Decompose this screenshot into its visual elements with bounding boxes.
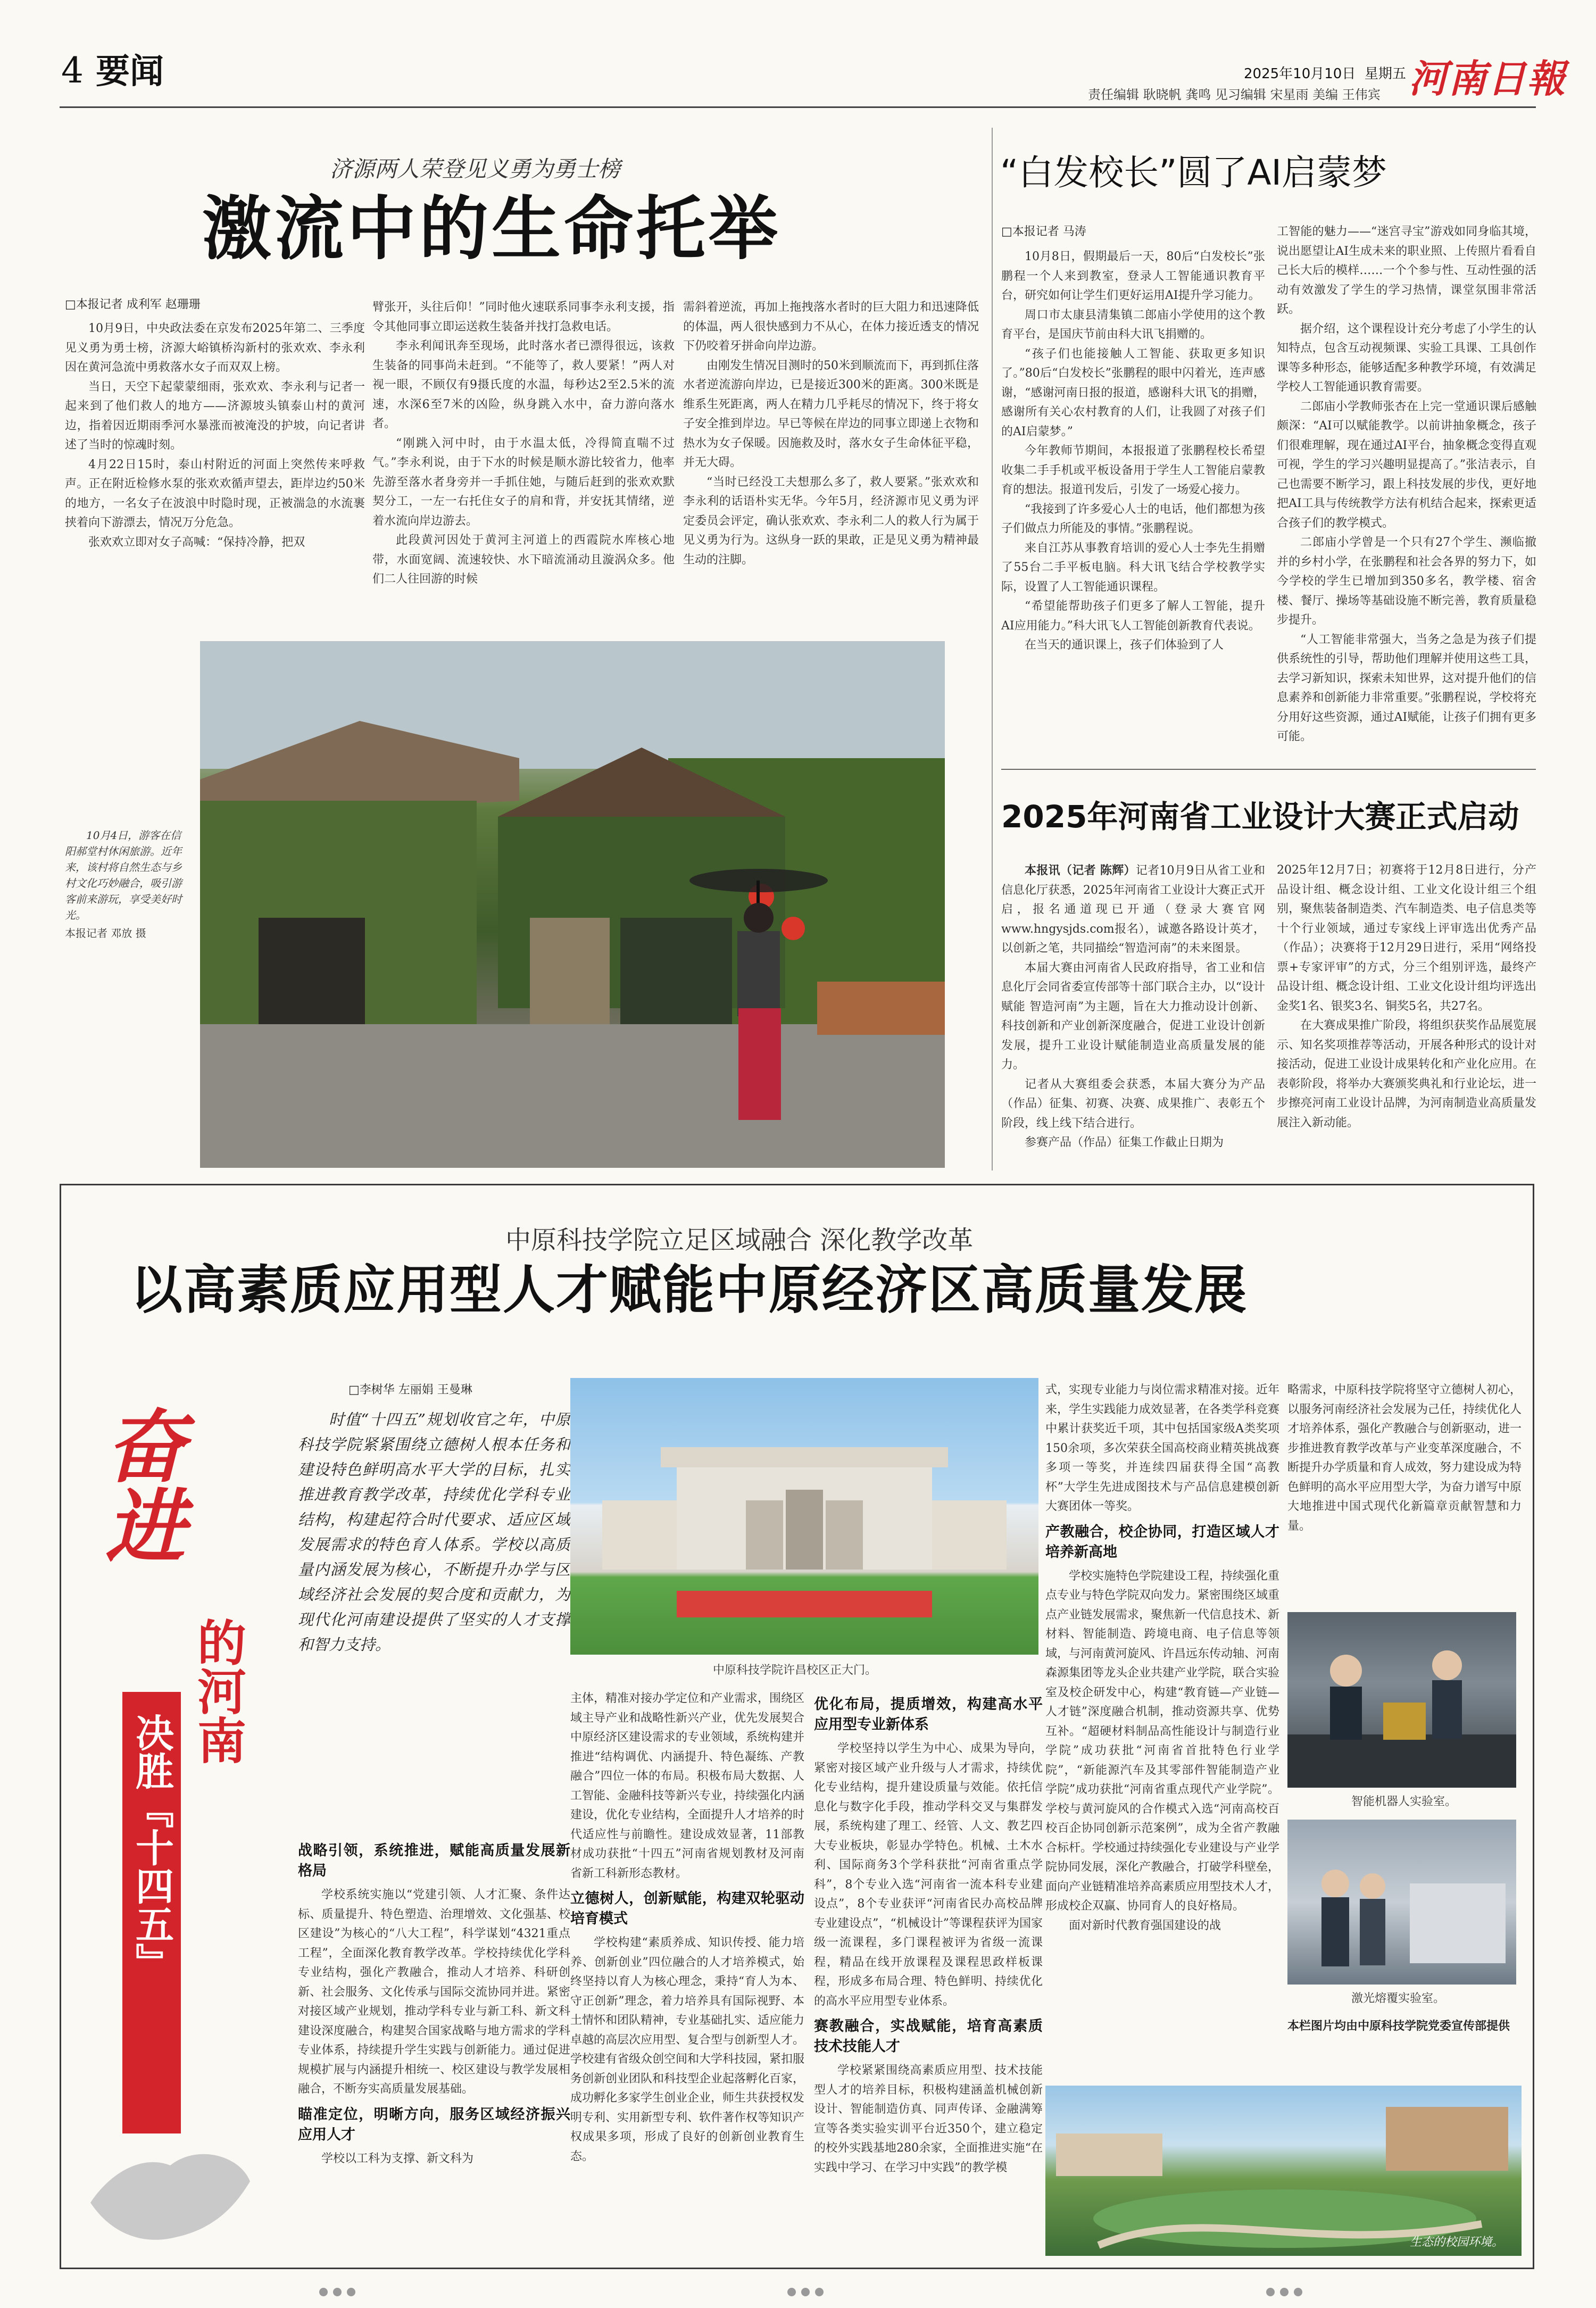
section-name: 要闻	[96, 52, 164, 92]
henan-map-shape	[80, 2123, 261, 2251]
article3-column-1	[1001, 861, 1265, 1169]
weekday-text: 星期五	[1364, 66, 1406, 82]
paragraph: “我接到了许多爱心人士的电话，他们都想为孩子们做点力所能及的事情。”张鹏程说。	[1001, 502, 1265, 535]
paragraph: 工智能的魅力——“迷宫寻宝”游戏如同身临其境，说出愿望让AI生成未来的职业照、上传照片看看自己长大后的模样……一个个参与性、互动性强的活动有效激发了学生的学习热情，课堂氛围非常活跃。	[1277, 225, 1536, 316]
paragraph: 面对新时代教育强国建设的战	[1069, 1919, 1221, 1932]
masthead-logo: 河南日報	[1409, 56, 1567, 101]
feature-column-4	[1045, 1381, 1279, 2083]
paragraph: 4月22日15时，泰山村附近的河面上突然传来呼救声。正在附近检修水泵的张欢欢循声望去，距岸边约50米的地方，一名女子在波浪中时隐时现，正被湍急的水流裹挟着向下游漂去，情况万分危急。	[65, 458, 365, 529]
paragraph: 学校紧紧围绕高素质应用型、技术技能型人才的培养目标，积极构建涵盖机械创新设计、智能制造仿真、同声传译、金融满筹宣等各类实验实训平台近350个，建立稳定的校外实践基地280余家，全面推进实施“在实践中学习、在学习中实践”的教学模	[814, 2064, 1043, 2174]
paragraph: 今年教师节期间，本报报道了张鹏程校长希望收集二手手机或平板设备用于学生人工智能启蒙教育的想法。报道刊发后，引发了一场爱心接力。	[1001, 444, 1265, 496]
laser-lab-caption: 激光熔覆实验室。	[1351, 1992, 1445, 2005]
paragraph: “当时已经没工夫想那么多了，救人要紧。”张欢欢和李永利的话语朴实无华。今年5月，经济源市见义勇为评定委员会评定，确认张欢欢、李永利二人的救人行为属于见义勇为行为。这纵身一跃的果敢，正是见义勇为精神最生动的注脚。	[683, 475, 979, 567]
feature-column-3	[814, 1689, 1043, 2259]
side-title-henan: 的河南	[189, 1617, 247, 1764]
section-heading: 立德树人，创新赋能，构建双轮驱动培育模式	[570, 1890, 804, 1927]
robot-lab-illustration	[1287, 1612, 1516, 1788]
paragraph: 由刚发生情况目测时的50米到顺流而下，再到抓住落水者逆流游向岸边，已是接近300米的距离。300米既是维系生死距离，两人在精力几乎耗尽的情况下，终于将女子安全推到岸边。早已等候在岸边的同事立即递上衣物和热水为女子保暖。因施救及时，落水女子生命体征平稳，并无大碍。	[683, 359, 979, 469]
page-header	[0, 0, 1596, 106]
campus-environment-caption: 生态的校园环境。	[1410, 2236, 1504, 2249]
paragraph: 李永利闻讯奔至现场，此时落水者已漂得很远，该救生装备的同事尚未赶到。“不能等了，救人要紧！”两人对视一眼，不顾仅有9摄氏度的水温，每秒达2至2.5米的流速，水深6至7米的凶险，纵身跳入水中，奋力游向落水者。	[372, 339, 675, 430]
paragraph: 张欢欢立即对女子高喊：“保持冷静，把双	[88, 535, 305, 549]
paragraph: “人工智能非常强大，当务之急是为孩子们提供系统性的引导，帮助他们理解并使用这些工具，去学习新知识，探索未知世界，这对提升他们的信息素养和创新能力非常重要。”张鹏程说，学校将充分用好这些资源，通过AI赋能，让孩子们拥有更多可能。	[1277, 633, 1536, 743]
paragraph: 臂张开，头往后仰！”同时他火速联系同事李永利支援，指令其他同事立即运送救生装备并找打急救电话。	[372, 301, 675, 334]
article2-byline: □本报记者 马涛	[1001, 225, 1086, 238]
village-illustration	[200, 641, 945, 1168]
issue-date	[1244, 63, 1406, 82]
article2-column-1	[1001, 247, 1265, 761]
campus-gate-caption: 中原科技学院许昌校区正大门。	[713, 1664, 877, 1677]
article1-column-3	[683, 298, 979, 607]
section-heading: 产教融合，校企协同，打造区域人才培养新高地	[1045, 1523, 1279, 1560]
laser-lab-photo	[1287, 1820, 1516, 1985]
section-heading: 战略引领，系统推进，赋能高质量发展新格局	[298, 1842, 570, 1879]
paragraph: 10月8日，假期最后一天，80后“白发校长”张鹏程一个人来到教室，登录人工智能通识教育平台，研究如何让学生们更好运用AI提升学习能力。	[1001, 250, 1265, 302]
feature-byline: □李树华 左丽娟 王曼琳	[348, 1383, 472, 1397]
section-heading: 优化布局，提质增效，构建高水平应用型专业新体系	[814, 1696, 1043, 1733]
feature-column-2	[570, 1689, 804, 2259]
paragraph: 二郎庙小学曾是一个只有27个学生、濒临撤并的乡村小学，在张鹏程和社会各界的努力下，如今学校的学生已增加到350多名，教学楼、宿舍楼、餐厅、操场等基础设施不断完善，教育质量稳步提升。	[1277, 536, 1536, 627]
article1-column-1	[65, 319, 365, 607]
paragraph: 2025年12月7日；初赛将于12月8日进行，分产品设计组、概念设计组、工业文化设计组三个组别，聚焦装备制造类、汽车制造类、电子信息类等十个行业领域，通过专家线上评审选出优秀产品（作品）；决赛将于12月29日进行，采用“网络投票+专家评审”的方式，分三个组别评选，最终产品设计组、概念设计组、工业文化设计组均评选出金奖1名、银奖3名、铜奖5名，共27名。	[1277, 864, 1536, 1013]
side-title-fenjin: 奋进	[92, 1405, 185, 1564]
paragraph: 本届大赛由河南省人民政府指导，省工业和信息化厅会同省委宣传部等十部门联合主办，以“设计赋能 智造河南”为主题，旨在大力推动设计创新、科技创新和产业创新深度融合，促进工业设计创新发展，提升工业设计赋能制造业高质量发展的能力。	[1001, 961, 1265, 1072]
paragraph: 二郎庙小学教师张杏在上完一堂通识课后感触颇深：“AI可以赋能教学。以前讲抽象概念，孩子们很难理解，现在通过AI平台，抽象概念变得直观可视，学生的学习兴趣明显提高了。”张洁表示，自己也需要不断学习，跟上科技发展的步伐，更好地把AI工具与传统教学方法有机结合起来，探索更适合孩子们的教学模式。	[1277, 400, 1536, 530]
paragraph: 周口市太康县清集镇二郎庙小学使用的这个教育平台，是国庆节前由科大讯飞捐赠的。	[1001, 308, 1265, 341]
feature-column-5	[1287, 1381, 1522, 1604]
article3-title: 2025年河南省工业设计大赛正式启动	[1001, 799, 1519, 835]
paragraph: 据介绍，这个课程设计充分考虑了小学生的认知特点，包含互动视频课、实验工具课、工具创作课等多种形态，能够适配多种教学环境，有效满足学校人工智能通识教育需要。	[1277, 322, 1536, 394]
paragraph: 需斜着逆流，再加上拖拽落水者时的巨大阻力和迅速降低的体温，两人很快感到力不从心，在体力接近透支的情况下仍咬着牙拼命向岸边游。	[683, 301, 979, 353]
laser-lab-illustration	[1287, 1820, 1516, 1985]
feature-title: 以高素质应用型人才赋能中原经济区高质量发展	[130, 1260, 1248, 1321]
lead-text: 记者10月9日从省工业和信息化厅获悉，2025年河南省工业设计大赛正式开启，报名通道现已开通（登录大赛官网www.hngysjds.com报名），诚邀各路设计英才，以创新之笔，共同描绘“智造河南”的未来图景。	[1001, 864, 1265, 955]
paragraph: 主体，精准对接办学定位和产业需求，围绕区域主导产业和战略性新兴产业，优先发展契合中原经济区建设需求的专业领域，系统构建并推进“结构调优、内涵提升、特色凝练、产教融合”四位一体的布局。积极布局大数据、人工智能、金融科技等新兴专业，持续强化内涵建设，优化专业结构，全面提升人才培养的时代适应性与前瞻性。建设成效显著，11部教材成功获批“十四五”河南省规划教材及河南省新工科新形态教材。	[570, 1692, 804, 1880]
paragraph: 略需求，中原科技学院将坚守立德树人初心，以服务河南经济社会发展为己任，持续优化人才培养体系，强化产教融合与创新驱动，进一步推进教育教学改革与产业变革深度融合，不断提升办学质量和育人成效，努力建设成为特色鲜明的高水平应用型大学，为奋力谱写中原大地推进中国式现代化新篇章贡献智慧和力量。	[1287, 1383, 1522, 1533]
village-photo	[200, 641, 945, 1168]
paragraph: 10月9日，中央政法委在京发布2025年第二、三季度见义勇为勇士榜，济源大峪镇桥沟新村的张欢欢、李永利因在黄河急流中勇救落水女子而双双上榜。	[65, 322, 365, 374]
article2-title: “白发校长”圆了AI启蒙梦	[1000, 152, 1387, 193]
paragraph: 此段黄河因处于黄河主河道上的西霞院水库核心地带，水面宽阔、流速较快、水下暗流涌动且漩涡众多。他们二人往回游的时候	[372, 534, 675, 586]
paragraph: 学校以工科为支撑、新文科为	[321, 2152, 474, 2165]
paragraph: 在当天的通识课上，孩子们体验到了人	[1025, 638, 1224, 652]
paragraph: 学校坚持以学生为中心、成果为导向，紧密对接区域产业升级与人才需求，持续优化专业结构，提升建设质量与效能。依托信息化与数字化手段，推动学科交叉与集群发展，系统构建了理工、经管、人文、教艺四大专业板块，彰显办学特色。机械、土木水利、国际商务3个学科获批“河南省重点学科”，8个专业入选“河南省一流本科专业建设点”，8个专业获评“河南省民办高校品牌专业建设点”，“机械设计”等课程获评为国家级一流课程，多门课程被评为省级一流课程，精品在线开放课程及课程思政样板课程，形成多布局合理、特色鲜明、持续优化的高水平应用型专业体系。	[814, 1742, 1043, 2008]
article3-byline: 本报讯（记者 陈辉）	[1025, 864, 1136, 877]
editor-credits: 责任编辑 耿晓帆 龚鸣 见习编辑 宋星雨 美编 王伟宾	[1088, 87, 1381, 102]
paragraph: “希望能帮助孩子们更多了解人工智能，提升AI应用能力。”科大讯飞人工智能创新教育代表说。	[1001, 600, 1265, 633]
paragraph: 学校构建“素质养成、知识传授、能力培养、创新创业”四位融合的人才培养模式，始终坚持以育人为核心理念，秉持“育人为本、守正创新”理念，着力培养具有国际视野、本土情怀和团队精神，专业基础扎实、适应能力卓越的高层次应用型、复合型与创新型人才。学校建有省级众创空间和大学科技园，紧扣服务创新创业团队和科技型企业起落孵化百家，成功孵化多家学生创业企业，师生共获授权发明专利、实用新型专利、软件著作权等知识产权成果多项，形成了良好的创新创业教育生态。	[570, 1936, 804, 2163]
article3-column-2	[1277, 861, 1536, 1169]
paragraph: 记者从大赛组委会获悉，本届大赛分为产品（作品）征集、初赛、决赛、成果推广、表彰五个阶段，线上线下结合进行。	[1001, 1077, 1265, 1130]
robot-lab-caption: 智能机器人实验室。	[1351, 1795, 1457, 1808]
robot-lab-photo	[1287, 1612, 1516, 1788]
paragraph: 参赛产品（作品）征集工作截止日期为	[1025, 1136, 1224, 1149]
paragraph	[1001, 861, 1265, 959]
article-divider	[1001, 769, 1536, 770]
paragraph: 来自江苏从事教育培训的爱心人士李先生捐赠了55台二手平板电脑。科大讯飞结合学校教学实际，设置了人工智能通识课程。	[1001, 541, 1265, 594]
section-heading: 赛教融合，实战赋能，培育高素质技术技能人才	[814, 2018, 1043, 2055]
paragraph: “刚跳入河中时，由于水温太低，冷得简直喘不过气。”李永利说，由于下水的时候是顺水游比较省力，他率先游至落水者身旁并一手抓住她，与随后赶到的张欢欢默契分工，一左一右托住女子的肩和背，并安抚其情绪，逆着水流向岸边游去。	[372, 436, 675, 528]
column-divider	[992, 128, 993, 1170]
article1-byline: □本报记者 成利军 赵珊珊	[65, 298, 201, 311]
page-number: 4	[61, 50, 84, 91]
campus-environment-illustration	[1045, 2086, 1522, 2256]
paragraph: 学校实施特色学院建设工程，持续强化重点专业与特色学院双向发力。紧密围绕区域重点产业链发展需求，聚焦新一代信息技术、新材料、智能制造、跨境电商、电子信息等领域，与河南黄河旋风、许昌远东传动轴、河南森源集团等龙头企业共建产业学院，联合实验室及校企研发中心，构建“教育链—产业链—人才链”深度融合机制，推动资源共享、优势互补。“超硬材料制品高性能设计与制造行业学院”成功获批“河南省首批特色行业学院”，“新能源汽车及其零部件智能制造产业学院”成功获批“河南省重点现代产业学院”。学校与黄河旋风的合作模式入选“河南高校百校百企协同创新示范案例”，成为全省产教融合标杆。学校通过持续强化专业建设与产业学院协同发展，深化产教融合，打破学科壁垒，面向产业链精准培养高素质应用型技术人才，形成校企双赢、协同育人的良好格局。	[1045, 1569, 1279, 1913]
paragraph: “孩子们也能接触人工智能、获取更多知识了。”80后“白发校长”张鹏程的眼中闪着光，连声感谢，“感谢河南日报的报道，感谢科大讯飞的捐赠，感谢所有关心农村教育的人们，让我圆了对孩子们的AI启蒙梦。”	[1001, 347, 1265, 438]
date-text: 2025年10月10日	[1244, 66, 1356, 82]
page-dots-right	[1266, 2288, 1308, 2298]
side-title-banner	[122, 1692, 181, 2133]
page-dots-center	[787, 2288, 829, 2298]
caption-text: 10月4日，游客在信阳郝堂村休闲旅游。近年来，该村将自然生态与乡村文化巧妙融合，吸引游客前来游玩，享受美好时光。	[65, 829, 182, 921]
section-heading: 瞄准定位，明晰方向，服务区域经济振兴应用人才	[298, 2106, 570, 2143]
village-photo-caption	[65, 827, 185, 941]
campus-gate-photo	[570, 1378, 1038, 1655]
paragraph: 当日，天空下起蒙蒙细雨，张欢欢、李永利与记者一起来到了他们救人的地方——济源坡头镇泰山村的黄河边，指着因近期雨季河水暴涨而被淹没的护坡，向记者讲述了当时的惊魂时刻。	[65, 380, 365, 452]
header-rule	[60, 106, 1536, 108]
feature-photo-credit: 本栏图片均由中原科技学院党委宣传部提供	[1287, 2020, 1510, 2033]
paragraph: 学校系统实施以“党建引领、人才汇聚、条件达标、质量提升、特色塑造、治理增效、文化强基、校区建设”为核心的“八大工程”，科学谋划“4321重点工程”，全面深化教育教学改革。学校持续优化学科专业结构，强化产教融合，推动人才培养、科研创新、社会服务、文化传承与国际交流协同并进。紧密对接区域产业规划，推动学科专业与新工科、新文科建设深度融合，构建契合国家战略与地方需求的学科专业体系，持续提升学生实践与创新能力。通过促进规模扩展与内涵提升相统一、校区建设与教学发展相融合，不断夯实高质量发展基础。	[298, 1888, 570, 2096]
side-title-shisiwu: 决胜『十四五』	[129, 1713, 174, 1981]
article1-title: 激流中的生命托举	[202, 188, 782, 269]
article1-kicker: 济源两人荣登见义勇为勇士榜	[330, 156, 621, 182]
feature-kicker: 中原科技学院立足区域融合 深化教学改革	[505, 1225, 974, 1255]
caption-credit: 本报记者 邓放 摄	[65, 927, 146, 940]
feature-column-1	[298, 1836, 570, 2256]
campus-gate-illustration	[570, 1378, 1038, 1655]
campus-environment-photo	[1045, 2086, 1522, 2256]
article2-column-2	[1277, 222, 1536, 761]
page-dots-left	[319, 2288, 361, 2298]
article1-column-2	[372, 298, 675, 607]
paragraph: 在大赛成果推广阶段，将组织获奖作品展览展示、知名奖项推荐等活动，开展各种形式的设计对接活动，促进工业设计成果转化和产业化应用。在表彰阶段，将举办大赛颁奖典礼和行业论坛，进一步擦亮河南工业设计品牌，为河南制造业高质量发展注入新动能。	[1277, 1019, 1536, 1130]
feature-lead: 时值“十四五”规划收官之年，中原科技学院紧紧围绕立德树人根本任务和建设特色鲜明高水平大学的目标，扎实推进教育教学改革，持续优化学科专业结构，构建起符合时代要求、适应区域发展需求的特色育人体系。学校以高质量内涵发展为核心，不断提升办学与区域经济社会发展的契合度和贡献力，为现代化河南建设提供了坚实的人才支撑和智力支持。	[298, 1410, 570, 1654]
paragraph: 式，实现专业能力与岗位需求精准对接。近年来，学生实践能力成效显著，在各类学科竞赛中累计获奖近千项，其中包括国家级A类奖项150余项，多次荣获全国高校商业精英挑战赛多项一等奖，并连续四届获得全国“高教杯”大学生先进成图技术与产品信息建模创新大赛团体一等奖。	[1045, 1383, 1279, 1513]
